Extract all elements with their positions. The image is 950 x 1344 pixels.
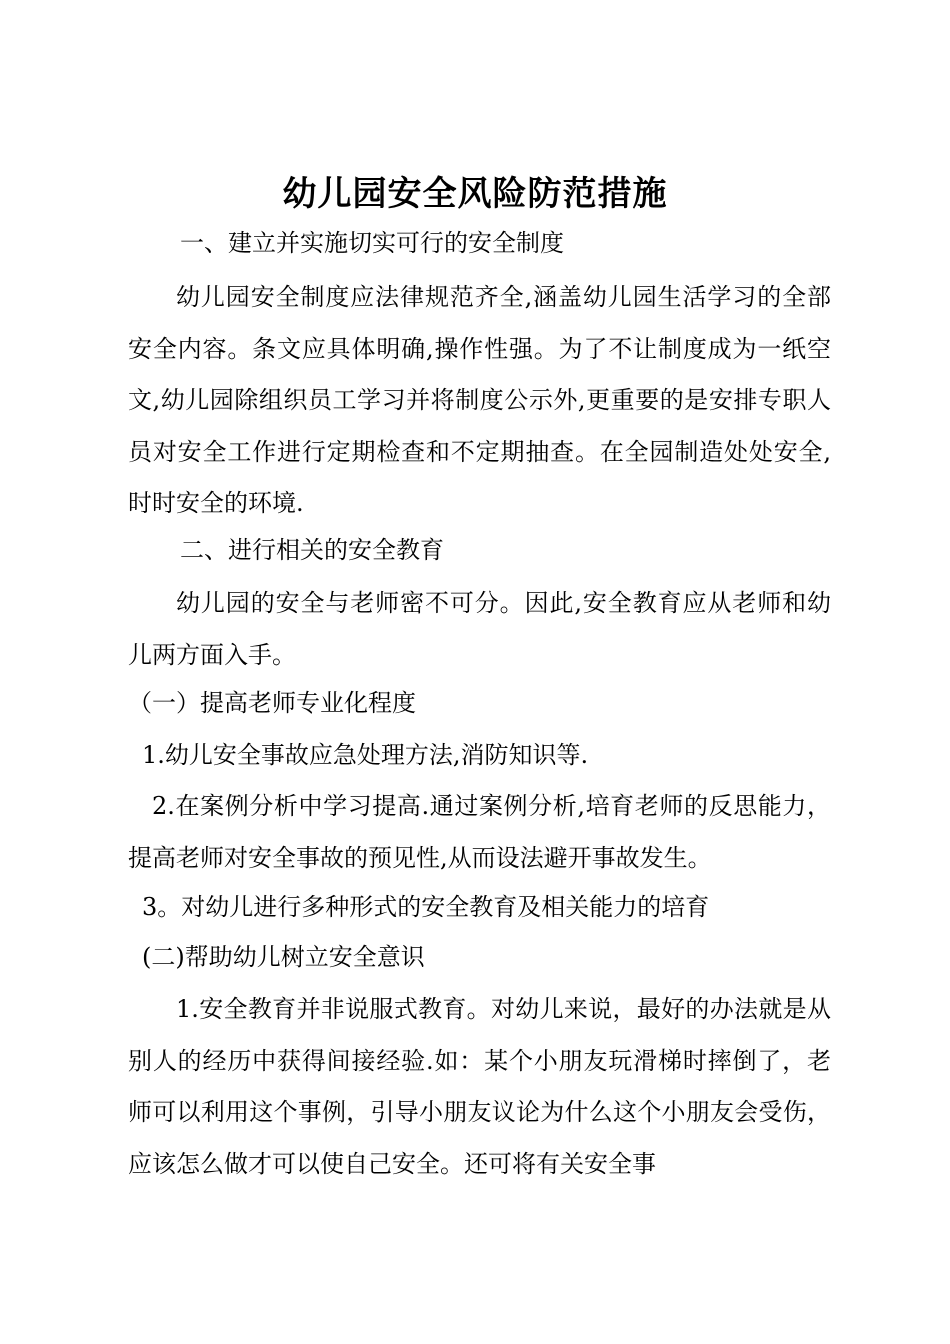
subsection-1-item-2: 2.在案例分析中学习提高.通过案例分析,培育老师的反思能力，提高老师对安全事故的预见性,从而设法避开事故发生。 [128,792,831,872]
subsection-1-item-3: 3。对幼儿进行多种形式的安全教育及相关能力的培育 [142,893,710,921]
section-1-paragraph: 幼儿园安全制度应法律规范齐全,涵盖幼儿园生活学习的全部安全内容。条文应具体明确,操作性强。为了不让制度成为一纸空文,幼儿园除组织员工学习并将制度公示外,更重要的是安排专职人员对安全工作进行定期检查和不定期抽查。在全园制造处处安全,时时安全的环境. [128,283,831,518]
subsection-2-heading: (二)帮助幼儿树立安全意识 [142,943,425,971]
subsection-1-item-1: 1.幼儿安全事故应急处理方法,消防知识等. [142,741,589,769]
section-2-heading: 二、进行相关的安全教育 [180,536,444,564]
section-2-paragraph: 幼儿园的安全与老师密不可分。因此,安全教育应从老师和幼儿两方面入手。 [128,589,831,669]
document-title: 幼儿园安全风险防范措施 [282,174,668,214]
subsection-1-heading: （一）提高老师专业化程度 [128,689,416,717]
subsection-2-item-1: 1.安全教育并非说服式教育。对幼儿来说，最好的办法就是从别人的经历中获得间接经验.如：某个小朋友玩滑梯时摔倒了，老师可以利用这个事例，引导小朋友议论为什么这个小朋友会受伤，应该怎么做才可以使自己安全。还可将有关安全事 [128,995,831,1178]
section-1-heading: 一、建立并实施切实可行的安全制度 [180,229,564,257]
